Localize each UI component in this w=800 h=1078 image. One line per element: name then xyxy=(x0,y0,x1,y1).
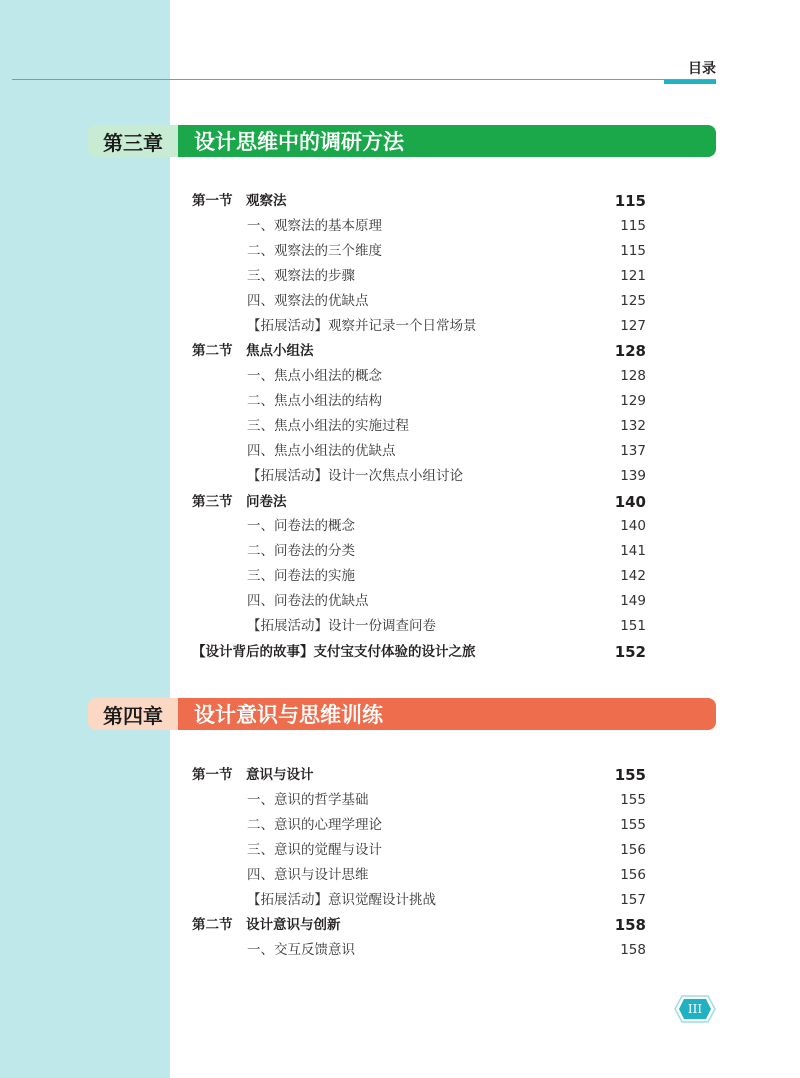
item-label: 一、问卷法的概念 xyxy=(247,518,355,534)
item-label: 三、焦点小组法的实施过程 xyxy=(247,418,409,434)
item-page: 125 xyxy=(620,293,646,309)
chapter-3-title: 设计思维中的调研方法 xyxy=(178,125,716,157)
section-page: 158 xyxy=(614,916,646,934)
story-page: 152 xyxy=(614,643,646,661)
item-label: 【拓展活动】意识觉醒设计挑战 xyxy=(247,892,436,908)
item-page: 128 xyxy=(620,368,646,384)
left-color-band xyxy=(0,0,170,1078)
toc-item-row[interactable] xyxy=(192,240,646,262)
toc-item-row[interactable] xyxy=(192,864,646,886)
toc-section-row[interactable] xyxy=(192,190,646,212)
chapter-4-title: 设计意识与思维训练 xyxy=(178,698,716,730)
section-page: 155 xyxy=(614,766,646,784)
item-page: 156 xyxy=(620,842,646,858)
section-label: 第一节 意识与设计 xyxy=(192,767,314,783)
section-label: 第一节 观察法 xyxy=(192,193,287,209)
item-page: 158 xyxy=(620,942,646,958)
header-rule xyxy=(12,79,716,80)
section-page: 128 xyxy=(614,342,646,360)
toc-item-row[interactable] xyxy=(192,265,646,287)
toc-item-row[interactable] xyxy=(192,540,646,562)
section-page: 115 xyxy=(614,192,646,210)
chapter-4-banner xyxy=(88,698,716,730)
item-label: 二、意识的心理学理论 xyxy=(247,817,382,833)
toc-item-row[interactable] xyxy=(192,939,646,961)
item-page: 155 xyxy=(620,792,646,808)
item-label: 四、焦点小组法的优缺点 xyxy=(247,443,396,459)
item-label: 四、问卷法的优缺点 xyxy=(247,593,369,609)
toc-item-row[interactable] xyxy=(192,615,646,637)
toc-section-row[interactable] xyxy=(192,491,646,513)
toc-item-row[interactable] xyxy=(192,440,646,462)
toc-item-row[interactable] xyxy=(192,215,646,237)
item-label: 二、问卷法的分类 xyxy=(247,543,355,559)
toc-section-row[interactable] xyxy=(192,764,646,786)
toc-item-row[interactable] xyxy=(192,315,646,337)
toc-story-row[interactable] xyxy=(192,641,646,663)
item-page: 129 xyxy=(620,393,646,409)
item-label: 四、观察法的优缺点 xyxy=(247,293,369,309)
section-label: 第二节 焦点小组法 xyxy=(192,343,314,359)
item-page: 139 xyxy=(620,468,646,484)
item-page: 141 xyxy=(620,543,646,559)
item-label: 【拓展活动】观察并记录一个日常场景 xyxy=(247,318,477,334)
item-page: 127 xyxy=(620,318,646,334)
item-page: 140 xyxy=(620,518,646,534)
item-page: 157 xyxy=(620,892,646,908)
toc-item-row[interactable] xyxy=(192,839,646,861)
item-label: 三、观察法的步骤 xyxy=(247,268,355,284)
toc-item-row[interactable] xyxy=(192,590,646,612)
toc-item-row[interactable] xyxy=(192,515,646,537)
toc-item-row[interactable] xyxy=(192,365,646,387)
item-label: 一、交互反馈意识 xyxy=(247,942,355,958)
header-accent-bar xyxy=(664,80,716,84)
item-label: 四、意识与设计思维 xyxy=(247,867,369,883)
item-page: 115 xyxy=(620,243,646,259)
item-page: 156 xyxy=(620,867,646,883)
item-page: 149 xyxy=(620,593,646,609)
item-page: 137 xyxy=(620,443,646,459)
toc-item-row[interactable] xyxy=(192,465,646,487)
section-label: 第二节 设计意识与创新 xyxy=(192,917,341,933)
item-label: 【拓展活动】设计一份调查问卷 xyxy=(247,618,436,634)
item-page: 155 xyxy=(620,817,646,833)
item-label: 一、意识的哲学基础 xyxy=(247,792,369,808)
item-label: 三、意识的觉醒与设计 xyxy=(247,842,382,858)
section-label: 第三节 问卷法 xyxy=(192,494,287,510)
chapter-4-number: 第四章 xyxy=(88,698,178,730)
item-label: 一、观察法的基本原理 xyxy=(247,218,382,234)
toc-item-row[interactable] xyxy=(192,889,646,911)
toc-item-row[interactable] xyxy=(192,390,646,412)
toc-section-row[interactable] xyxy=(192,914,646,936)
toc-item-row[interactable] xyxy=(192,290,646,312)
item-page: 115 xyxy=(620,218,646,234)
item-label: 二、观察法的三个维度 xyxy=(247,243,382,259)
story-label: 【设计背后的故事】支付宝支付体验的设计之旅 xyxy=(192,644,476,660)
page-number: III xyxy=(687,1002,703,1016)
running-header: 目录 xyxy=(688,61,716,77)
item-label: 一、焦点小组法的概念 xyxy=(247,368,382,384)
item-label: 二、焦点小组法的结构 xyxy=(247,393,382,409)
toc-item-row[interactable] xyxy=(192,789,646,811)
chapter-3-number: 第三章 xyxy=(88,125,178,157)
item-page: 121 xyxy=(620,268,646,284)
toc-item-row[interactable] xyxy=(192,415,646,437)
item-label: 三、问卷法的实施 xyxy=(247,568,355,584)
page-number-badge xyxy=(674,995,716,1023)
item-page: 151 xyxy=(620,618,646,634)
item-label: 【拓展活动】设计一次焦点小组讨论 xyxy=(247,468,463,484)
item-page: 142 xyxy=(620,568,646,584)
toc-item-row[interactable] xyxy=(192,814,646,836)
toc-item-row[interactable] xyxy=(192,565,646,587)
section-page: 140 xyxy=(614,493,646,511)
chapter-3-banner xyxy=(88,125,716,157)
item-page: 132 xyxy=(620,418,646,434)
toc-section-row[interactable] xyxy=(192,340,646,362)
